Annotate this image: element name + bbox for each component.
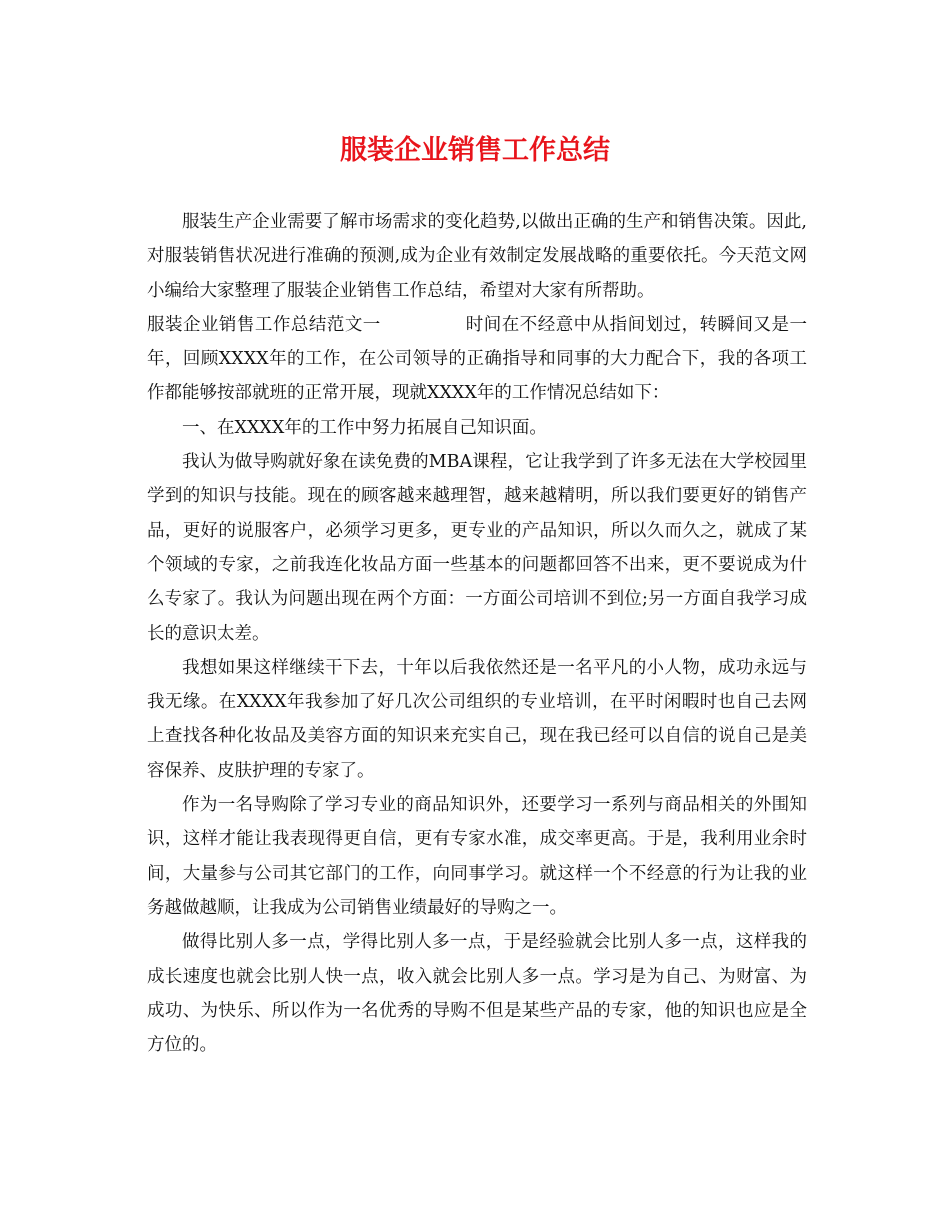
paragraph-body: 作为一名导购除了学习专业的商品知识外，还要学习一系列与商品相关的外围知识，这样才能让我表现得更自信，更有专家水准，成交率更高。于是，我利用业余时间，大量参与公司其它部门的工作，向同事学习。就这样一个不经意的行为让我的业务越做越顺，让我成为公司销售业绩最好的导购之一。 (147, 795, 807, 918)
document-body (147, 205, 807, 1062)
paragraph-body: 做得比别人多一点，学得比别人多一点，于是经验就会比别人多一点，这样我的成长速度也就会比别人快一点，收入就会比别人多一点。学习是为自己、为财富、为成功、为快乐、所以作为一名优秀的导购不但是某些产品的专家，他的知识也应是全方位的。 (147, 932, 807, 1056)
paragraph-section-heading: 一、在XXXX年的工作中努力拓展自己知识面。 (182, 417, 547, 438)
paragraph-body: 我想如果这样继续干下去，十年以后我依然还是一名平凡的小人物，成功永远与我无缘。在XXXX年我参加了好几次公司组织的专业培训，在平时闲暇时也自己去网上查找各种化妆品及美容方面的知识来充实自己，现在我已经可以自信的说自己是美容保养、皮肤护理的专家了。 (147, 657, 807, 781)
paragraph-intro: 服装生产企业需要了解市场需求的变化趋势,以做出正确的生产和销售决策。因此,对服装销售状况进行准确的预测,成为企业有效制定发展战略的重要依托。今天范文网小编给大家整理了服装企业销售工作总结，希望对大家有所帮助。 (147, 212, 807, 301)
paragraph-body: 我认为做导购就好象在读免费的MBA课程，它让我学到了许多无法在大学校园里学到的知识与技能。现在的顾客越来越理智，越来越精明，所以我们要更好的销售产品，更好的说服客户，必须学习更多，更专业的产品知识，所以久而久之，就成了某个领域的专家，之前我连化妆品方面一些基本的问题都回答不出来，更不要说成为什么专家了。我认为问题出现在两个方面：一方面公司培训不到位;另一方面自我学习成长的意识太差。 (147, 452, 807, 644)
paragraph-sample-one: 服装企业销售工作总结范文一 时间在不经意中从指间划过，转瞬间又是一年，回顾XXXX年的工作，在公司领导的正确指导和同事的大力配合下，我的各项工作都能够按部就班的正常开展，现就XXXX年的工作情况总结如下： (147, 314, 807, 404)
document-title: 服装企业销售工作总结 (340, 135, 610, 166)
